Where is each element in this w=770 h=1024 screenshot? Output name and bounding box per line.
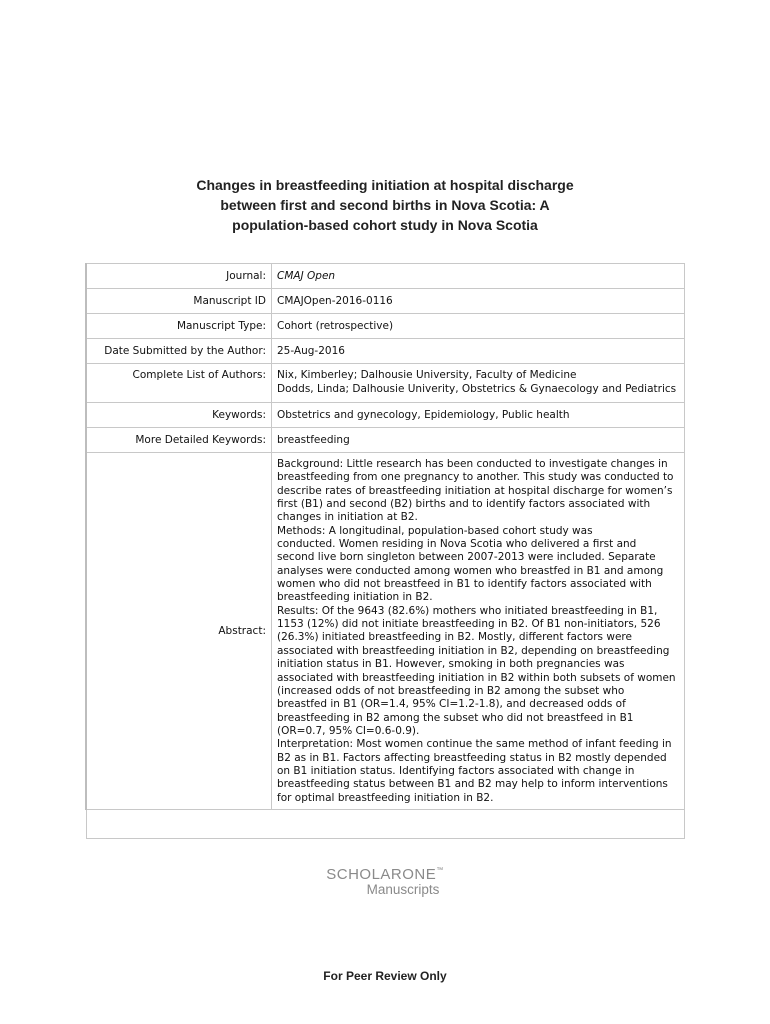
abstract-line: initiation status in B1. However, smoking in both pregnancies was bbox=[277, 658, 625, 671]
empty-row bbox=[86, 809, 685, 838]
author-line: Dodds, Linda; Dalhousie Univerity, Obstetrics & Gynaecology and Pediatrics bbox=[277, 383, 677, 395]
abstract-line: (26.3%) initiated breastfeeding in B2. Mostly, different factors were bbox=[277, 631, 632, 644]
abstract-line: breastfed in B1 (OR=1.4, 95% CI=1.2-1.8), and decreased odds of bbox=[277, 698, 626, 711]
abstract-line: describe rates of breastfeeding initiation at hospital discharge for women’s bbox=[277, 484, 673, 497]
abstract-row bbox=[86, 453, 685, 810]
abstract-line: associated with breastfeeding initiation in B2, depending on breastfeeding bbox=[277, 644, 670, 657]
manuscript-id-value: CMAJOpen-2016-0116 bbox=[272, 289, 685, 314]
manuscript-title bbox=[0, 175, 770, 235]
abstract-line: breastfeeding initiation in B2. bbox=[277, 591, 433, 604]
authors-label: Complete List of Authors: bbox=[86, 364, 272, 403]
logo-line1 bbox=[0, 866, 770, 883]
abstract-line: changes in initiation at B2. bbox=[277, 511, 418, 524]
journal-row bbox=[86, 264, 685, 289]
date-submitted-value: 25-Aug-2016 bbox=[272, 339, 685, 364]
manuscript-type-row bbox=[86, 314, 685, 339]
manuscript-type-value: Cohort (retrospective) bbox=[272, 314, 685, 339]
abstract-line: Interpretation: Most women continue the same method of infant feeding in bbox=[277, 738, 672, 751]
title-line: population-based cohort study in Nova Scotia bbox=[232, 217, 538, 233]
journal-label: Journal: bbox=[86, 264, 272, 289]
title-line: between first and second births in Nova Scotia: A bbox=[220, 197, 550, 213]
abstract-label: Abstract: bbox=[86, 453, 272, 810]
abstract-line: analyses were conducted among women who breastfed in B1 and among bbox=[277, 564, 664, 577]
author-line: Nix, Kimberley; Dalhousie University, Faculty of Medicine bbox=[277, 369, 577, 381]
keywords-value: Obstetrics and gynecology, Epidemiology, Public health bbox=[272, 403, 685, 428]
title-line: Changes in breastfeeding initiation at hospital discharge bbox=[196, 177, 574, 193]
abstract-lines bbox=[277, 458, 680, 805]
authors-row bbox=[86, 364, 685, 403]
detailed-keywords-row bbox=[86, 428, 685, 453]
abstract-line: (increased odds of not breastfeeding in B2 among the subset who bbox=[277, 684, 625, 697]
abstract-line: conducted. Women residing in Nova Scotia who delivered a first and bbox=[277, 538, 637, 551]
logo-brand: SCHOLARONE bbox=[326, 866, 437, 883]
abstract-line: first (B1) and second (B2) births and to identify factors associated with bbox=[277, 498, 651, 511]
logo-trademark: ™ bbox=[436, 867, 444, 874]
abstract-line: for optimal breastfeeding initiation in B2. bbox=[277, 791, 494, 804]
manuscript-id-row bbox=[86, 289, 685, 314]
manuscript-type-label: Manuscript Type: bbox=[86, 314, 272, 339]
abstract-line: Methods: A longitudinal, population-based cohort study was bbox=[277, 524, 593, 537]
abstract-line: breastfeeding from one pregnancy to another. This study was conducted to bbox=[277, 471, 674, 484]
manuscript-details-table bbox=[85, 263, 685, 839]
abstract-line: (OR=0.7, 95% CI=0.6-0.9). bbox=[277, 724, 420, 737]
date-submitted-row bbox=[86, 339, 685, 364]
empty-cell bbox=[86, 809, 685, 838]
date-submitted-label: Date Submitted by the Author: bbox=[86, 339, 272, 364]
abstract-line: women who did not breastfeed in B1 to identify factors associated with bbox=[277, 578, 652, 591]
scholarone-logo bbox=[0, 866, 770, 897]
detailed-keywords-label: More Detailed Keywords: bbox=[86, 428, 272, 453]
authors-value bbox=[272, 364, 685, 403]
abstract-text bbox=[272, 453, 685, 810]
abstract-line: associated with breastfeeding initiation in B2 within both subsets of women bbox=[277, 671, 676, 684]
abstract-line: breastfeeding status between B1 and B2 may help to inform interventions bbox=[277, 778, 668, 791]
peer-review-footer: For Peer Review Only bbox=[323, 969, 447, 983]
journal-value: CMAJ Open bbox=[272, 264, 685, 289]
abstract-line: on B1 initiation status. Identifying factors associated with change in bbox=[277, 764, 635, 777]
manuscript-id-label: Manuscript ID bbox=[86, 289, 272, 314]
keywords-label: Keywords: bbox=[86, 403, 272, 428]
keywords-row bbox=[86, 403, 685, 428]
abstract-line: second live born singleton between 2007-2013 were included. Separate bbox=[277, 551, 656, 564]
abstract-line: Results: Of the 9643 (82.6%) mothers who initiated breastfeeding in B1, bbox=[277, 604, 658, 617]
abstract-line: Background: Little research has been conducted to investigate changes in bbox=[277, 458, 668, 470]
abstract-line: B2 as in B1. Factors affecting breastfeeding status in B2 mostly depended bbox=[277, 751, 667, 764]
abstract-line: 1153 (12%) did not initiate breastfeeding in B2. Of B1 non-initiators, 526 bbox=[277, 618, 661, 631]
detailed-keywords-value: breastfeeding bbox=[272, 428, 685, 453]
logo-line2: Manuscripts bbox=[366, 882, 440, 897]
abstract-line: breastfeeding in B2 among the subset who did not breastfeed in B1 bbox=[277, 711, 634, 724]
